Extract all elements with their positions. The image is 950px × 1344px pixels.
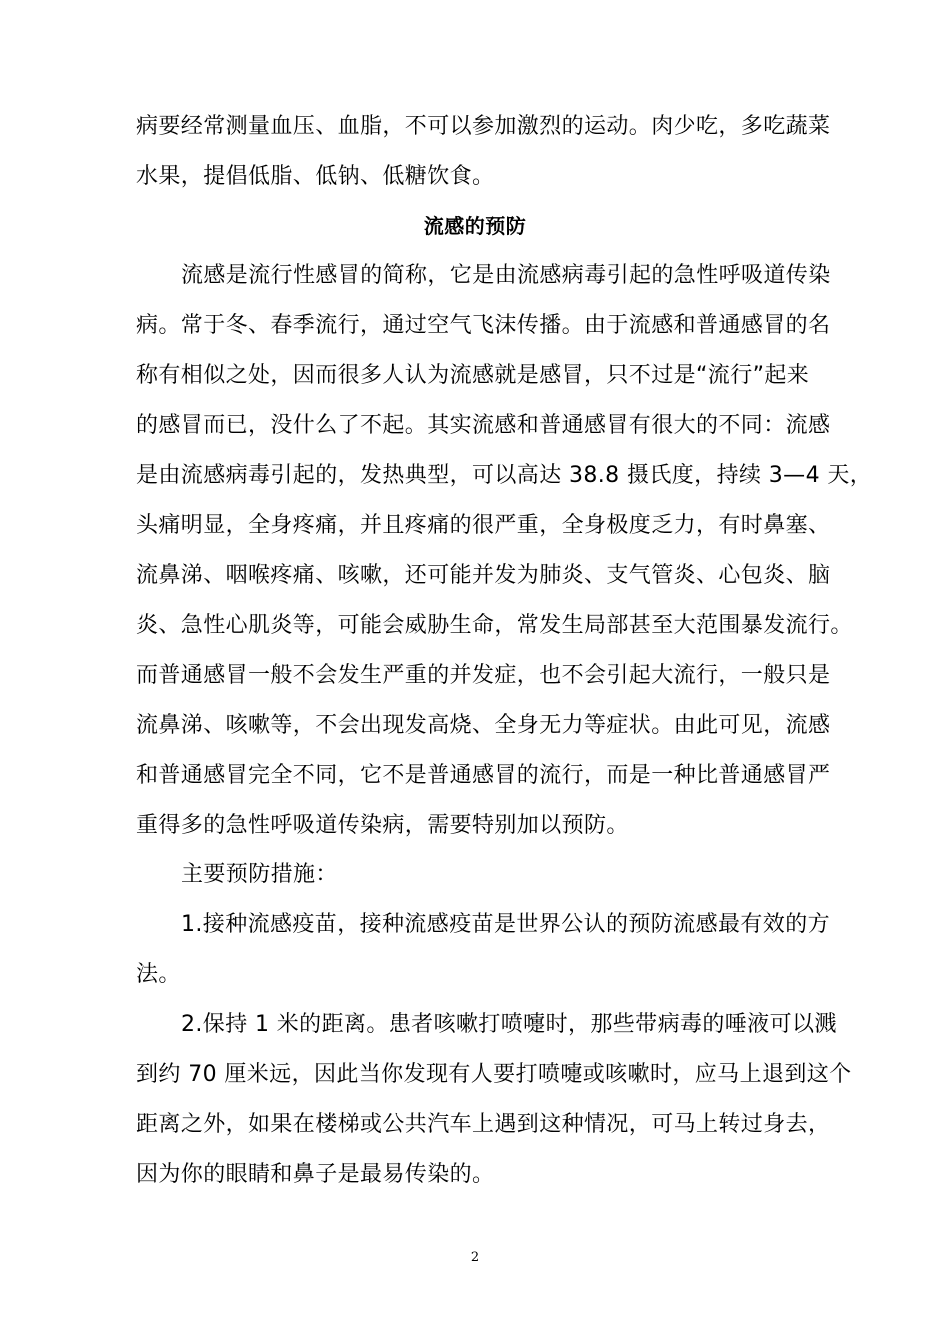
measure-2-line: 因为你的眼睛和鼻子是最易传染的。 [136,1162,495,1187]
paragraph-line: 而普通感冒一般不会发生严重的并发症，也不会引起大流行，一般只是 [136,663,831,688]
page-number: 2 [470,1250,480,1265]
section-title: 流感的预防 [423,214,527,238]
paragraph-line: 重得多的急性呼吸道传染病，需要特别加以预防。 [136,813,629,838]
paragraph-line: 流鼻涕、咳嗽等，不会出现发高烧、全身无力等症状。由此可见，流感 [136,713,831,738]
measure-1-line: 法。 [136,962,181,987]
paragraph-line: 和普通感冒完全不同，它不是普通感冒的流行，而是一种比普通感冒严 [136,763,831,788]
paragraph-line: 是由流感病毒引起的，发热典型，可以高达 38.8 摄氏度，持续 3—4 天， [136,463,873,488]
measure-2-line: 到约 70 厘米远，因此当你发现有人要打喷嚏或咳嗽时，应马上退到这个 [136,1062,852,1087]
paragraph-line: 水果，提倡低脂、低钠、低糖饮食。 [136,164,495,189]
paragraph-line: 病。常于冬、春季流行，通过空气飞沫传播。由于流感和普通感冒的名 [136,313,831,338]
paragraph-line: 的感冒而已，没什么了不起。其实流感和普通感冒有很大的不同：流感 [136,413,831,438]
measures-heading: 主要预防措施： [181,862,338,887]
paragraph-line: 头痛明显，全身疼痛，并且疼痛的很严重，全身极度乏力，有时鼻塞、 [136,513,831,538]
paragraph-line: 流感是流行性感冒的简称，它是由流感病毒引起的急性呼吸道传染 [181,263,831,288]
paragraph-line: 称有相似之处，因而很多人认为流感就是感冒，只不过是“流行”起来 [136,363,810,388]
paragraph-line: 病要经常测量血压、血脂，不可以参加激烈的运动。肉少吃，多吃蔬菜 [136,114,831,139]
measure-1-line: 1.接种流感疫苗，接种流感疫苗是世界公认的预防流感最有效的方 [181,912,830,937]
measure-2-line: 距离之外，如果在楼梯或公共汽车上遇到这种情况，可马上转过身去， [136,1112,831,1137]
paragraph-line: 炎、急性心肌炎等，可能会威胁生命，常发生局部甚至大范围暴发流行。 [136,613,853,638]
measure-2-line: 2.保持 1 米的距离。患者咳嗽打喷嚏时，那些带病毒的唾液可以溅 [181,1012,837,1037]
paragraph-line: 流鼻涕、咽喉疼痛、咳嗽，还可能并发为肺炎、支气管炎、心包炎、脑 [136,563,831,588]
